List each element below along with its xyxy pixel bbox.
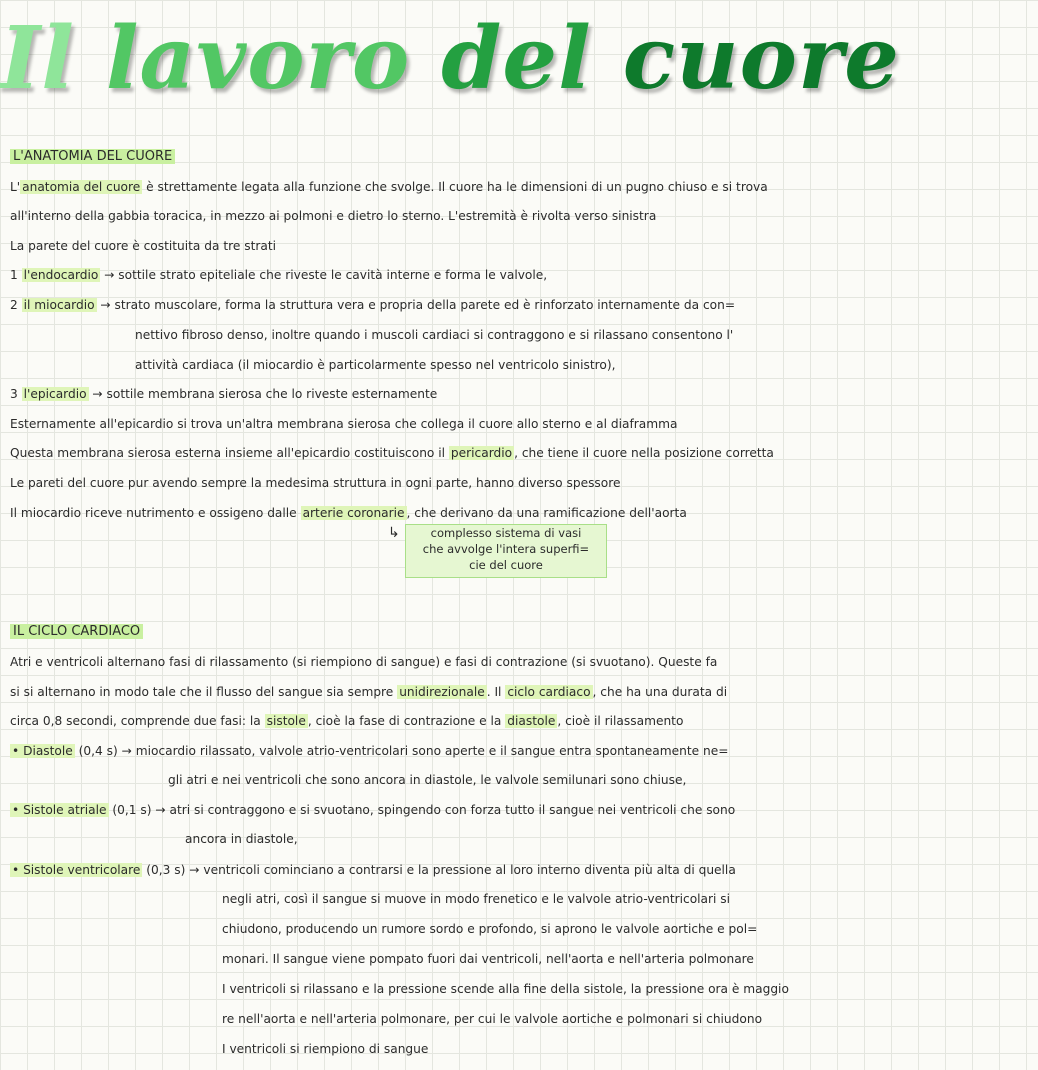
text-line: attività cardiaca (il miocardio è particolarmente spesso nel ventricolo sinistro), [135,358,616,372]
note-line: complesso sistema di vasi [430,526,582,540]
bullet-ventricular-systole: • Sistole ventricolare (0,3 s) → ventricoli cominciano a contrarsi e la pressione al loro interno diventa più alta di quella [12,863,736,877]
text-line: La parete del cuore è costituita da tre strati [10,239,277,253]
list-item: 3 l'epicardio → sottile membrana sierosa che lo riveste esternamente [10,387,438,401]
bullet-diastole: • Diastole (0,4 s) → miocardio rilassato, valvole atrio-ventricolari sono aperte e il sangue entra spontaneamente ne= [12,744,729,758]
text-line: all'interno della gabbia toracica, in mezzo ai polmoni e dietro lo sterno. L'estremità è rivolta verso sinistra [10,209,657,223]
title-word-2: lavoro [105,8,411,109]
text-line: chiudono, producendo un rumore sordo e profondo, si aprono le valvole aortiche e pol= [222,922,758,936]
text-line: nettivo fibroso denso, inoltre quando i muscoli cardiaci si contraggono e si rilassano consentono l' [135,328,734,342]
text-line: Le pareti del cuore pur avendo sempre la medesima struttura in ogni parte, hanno diverso spessore [10,476,621,490]
text-line: si si alternano in modo tale che il flusso del sangue sia sempre unidirezionale . Il ciclo cardiaco , che ha una durata di [10,685,728,699]
title-word-3: del [441,8,592,109]
text-line: I ventricoli si rilassano e la pressione scende alla fine della sistole, la pressione ora è maggio [222,982,789,996]
title-word-1: Il [0,8,75,109]
note-arrow-icon: ↳ [388,525,400,541]
list-item: 1 l'endocardio → sottile strato epiteliale che riveste le cavità interne e forma le valvole, [10,268,548,282]
note-line: che avvolge l'intera superfi= [422,542,590,556]
text-line: Esternamente all'epicardio si trova un'altra membrana sierosa che collega il cuore allo sterno e al diaframma [10,417,678,431]
text-line: ancora in diastole, [185,832,298,846]
coronary-note-box [405,524,607,578]
text-line: Il miocardio riceve nutrimento e ossigeno dalle arterie coronarie , che derivano da una ramificazione dell'aorta [10,506,687,520]
text-line: L' anatomia del cuore è strettamente legata alla funzione che svolge. Il cuore ha le dimensioni di un pugno chiuso e si trova [10,180,768,194]
bullet-atrial-systole: • Sistole atriale (0,1 s) → atri si contraggono e si svuotano, spingendo con forza tutto il sangue nei ventricoli che sono [12,803,736,817]
page-title [0,8,900,128]
text-line: gli atri e nei ventricoli che sono ancora in diastole, le valvole semilunari sono chiuse, [168,773,687,787]
text-line: I ventricoli si riempiono di sangue [222,1042,429,1056]
title-word-4: cuore [622,8,900,109]
text-line: negli atri, così il sangue si muove in modo frenetico e le valvole atrio-ventricolari si [222,892,731,906]
text-line: monari. Il sangue viene pompato fuori dai ventricoli, nell'aorta e nell'arteria polmonare [222,952,754,966]
text-line: Atri e ventricoli alternano fasi di rilassamento (si riempiono di sangue) e fasi di contrazione (si svuotano). Queste fa [10,655,718,669]
text-line: re nell'aorta e nell'arteria polmonare, per cui le valvole aortiche e polmonari si chiudono [222,1012,763,1026]
text-line: Questa membrana sierosa esterna insieme all'epicardio costituiscono il pericardio , che tiene il cuore nella posizione corretta [10,446,774,460]
text-line: circa 0,8 secondi, comprende due fasi: la sistole , cioè la fase di contrazione e la diastole , cioè il rilassamento [10,714,684,728]
section-heading-cycle: IL CICLO CARDIACO [10,623,826,641]
list-item: 2 il miocardio → strato muscolare, forma la struttura vera e propria della parete ed è rinforzato internamente da con= [10,298,736,312]
note-line: cie del cuore [469,558,543,572]
section-heading-anatomy: L'ANATOMIA DEL CUORE [10,148,826,166]
